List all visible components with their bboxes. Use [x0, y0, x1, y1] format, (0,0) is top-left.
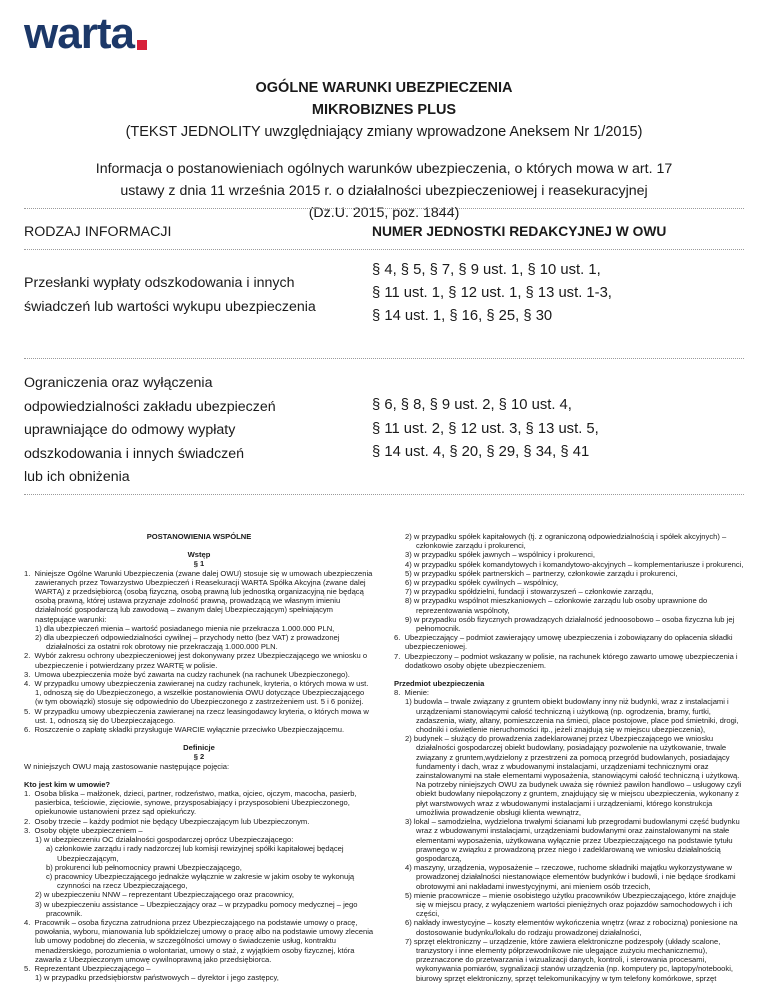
list-item: 1) w przypadku przedsiębiorstw państwowych – dyrektor i jego zastępcy,: [35, 973, 279, 983]
table-row1-right: [372, 259, 744, 328]
list-item: 3. Umowa ubezpieczenia może być zawarta na cudzy rachunek (na rachunek Ubezpieczonego).: [24, 669, 350, 679]
cell-line: odszkodowania i innych świadczeń: [24, 445, 245, 462]
list-item: 3. Osoby objęte ubezpieczeniem –: [24, 825, 143, 835]
table-row2-left: [24, 372, 354, 490]
doc-title-line2: MIKROBIZNES PLUS: [311, 102, 457, 118]
list-item: 1) w ubezpieczeniu OC działalności gospodarczej oprócz Ubezpieczającego:: [35, 835, 294, 845]
paragraph-number: § 2: [193, 752, 205, 762]
list-item: 3) w ubezpieczeniu assistance – Ubezpieczający oraz – w przypadku pomocy medycznej – jego pracownik.: [35, 899, 358, 918]
cell-line: Ograniczenia oraz wyłączenia: [24, 375, 213, 391]
list-item: 3) lokal – samodzielna, wydzielona trwałymi ścianami lub przegrodami budowlanymi część budynku wraz z wbudowanymi instalacjami, urządzeniami budowlanymi oraz zainstalowanymi na stałe elementami wyposażenia, użytkowana wyłącznie przez Ubezpieczającego na podstawie tytułu prawnego w związku z prowadzoną przez niego i zadeklarowaną we wniosku działalnością gospodarczą,: [405, 817, 740, 863]
list-item: 8. Mienie:: [394, 688, 430, 698]
cell-line: § 14 ust. 1, § 16, § 25, § 30: [372, 308, 553, 324]
doc-title-line1: OGÓLNE WARUNKI UBEZPIECZENIA: [255, 80, 513, 96]
right-column: [394, 532, 744, 983]
list-item: 5. Reprezentant Ubezpieczającego –: [24, 963, 151, 973]
list-item: 2) w przypadku spółek kapitałowych (tj. z ograniczoną odpowiedzialnością i spółek akcyjnych) – członkowie zarządu i prokurenci,: [405, 532, 727, 551]
table-row1-left: [24, 271, 354, 319]
list-item: 7. Ubezpieczony – podmiot wskazany w polisie, na rachunek którego zawarto umowę ubezpieczenia i dodatkowo osoby objęte ubezpieczeniem.: [394, 651, 738, 670]
section-heading: POSTANOWIENIA WSPÓLNE: [146, 532, 252, 541]
paragraph-number: § 1: [193, 559, 205, 569]
list-item: c) pracownicy Ubezpieczającego jednakże wyłącznie w zakresie w jakim osoby te wykonują czynności na rzecz Ubezpieczającego,: [46, 871, 355, 891]
subheading: Przedmiot ubezpieczenia: [394, 679, 485, 689]
divider: [24, 494, 744, 495]
list-item: 2. Osoby trzecie – każdy podmiot nie będący Ubezpieczającym lub Ubezpieczonym.: [24, 816, 310, 826]
intro-line: (Dz.U. 2015, poz. 1844): [308, 205, 460, 221]
list-item: 5. W przypadku umowy ubezpieczenia zawieranej na rzecz leasingodawcy kryteria, o których mowa w ust. 1, odnoszą się do Ubezpieczającego.: [24, 706, 369, 725]
table-header-right: NUMER JEDNOSTKI REDAKCYJNEJ W OWU: [372, 224, 667, 239]
list-item: 6) w przypadku spółek cywilnych – wspólnicy,: [405, 578, 559, 588]
list-item: 7) sprzęt elektroniczny – urządzenie, które zawiera elektroniczne podzespoły (układy scalone, tranzystory i inne elementy półprzewodnikowe nie ulegające zużyciu mechanicznemu), przeznaczone do przetwarzania i wizualizacji danych, kontroli, i sterowania procesami, wykonywania pomiarów, sygnalizacji stanów urządzenia (np. komputery pc, laptopy/notebooki, biurowy sprzęt elektroniczny, sprzęt telekomunikacyjny w tym telefony komórkowe, sprzęt: [405, 936, 733, 983]
intro-line: Informacja o postanowieniach ogólnych warunków ubezpieczenia, o których mowa w art. 17: [95, 161, 673, 177]
list-item: 9) w przypadku osób fizycznych prowadzących działalność jednoosobowo – osoba fizyczna lub jej pełnomocnik.: [405, 614, 735, 634]
list-item: 4. W przypadku umowy ubezpieczenia zawieranej na cudzy rachunek, kryteria, o których mowa w ust. 1, odnoszą się do Ubezpieczonego, a wszelkie postanowienia OWU dotyczące Ubezpieczającego (w tym obowiązki) stosuje się odpowiednio do Ubezpieczonego z zastrzeżeniem ust. 5 i 6 poniżej.: [24, 679, 369, 707]
list-item: 1) dla ubezpieczeń mienia – wartość posiadanego mienia nie przekracza 1.000.000 PLN,: [35, 623, 335, 633]
cell-line: § 11 ust. 1, § 12 ust. 1, § 13 ust. 1-3,: [372, 285, 612, 301]
list-item: 2) w ubezpieczeniu NNW – reprezentant Ubezpieczającego oraz pracownicy,: [35, 890, 295, 900]
left-column: [24, 532, 374, 982]
divider: [24, 249, 744, 250]
list-item: 6) nakłady inwestycyjne – koszty elementów wykończenia wnętrz (wraz z robocizną) poniesione na dostosowanie budynku/lokalu do rodzaju prowadzonej działalności,: [405, 918, 738, 937]
table-row2-right: [372, 394, 744, 465]
cell-line: uprawniające do odmowy wypłaty: [24, 422, 236, 438]
list-item: 4. Pracownik – osoba fizyczna zatrudniona przez Ubezpieczającego na podstawie umowy o pracę, powołania, wyboru, mianowania lub spółdzielczej umowy o pracę albo na podstawie umowy zlecenia lub umowy podobnej do zlecenia, w szczególności umowy o świadczenie usług, kontraktu menadżerskiego, porozumienia o wolontariat, umowy o staż, z wyjątkiem osoby fizycznej, która zawarła z Ubezpieczonym umowę cywilnoprawną jako przedsiębiorca.: [24, 917, 374, 964]
list-item: 8) w przypadku wspólnot mieszkaniowych – członkowie zarządu lub osoby uprawnione do reprezentowania wspólnoty,: [405, 596, 708, 615]
list-item: 1. Osoba bliska – małżonek, dzieci, partner, rodzeństwo, matka, ojciec, ojczym, macocha, pasierb, pasierbica, teściowie, zięciowie, synowe, przysposabiający i przysposobieni Ubezpieczonego, opiekunowie ustanowieni przez sąd opiekuńczy.: [24, 789, 357, 817]
list-item: 5) mienie pracownicze – mienie osobistego użytku pracowników Ubezpieczającego, które znajduje się w miejscu pracy, z wyłączeniem wartości pieniężnych oraz pojazdów samochodowych i ich części,: [405, 890, 736, 919]
cell-line: odpowiedzialności zakładu ubezpieczeń: [24, 398, 276, 415]
subheading: Kto jest kim w umowie?: [24, 779, 111, 789]
cell-line: § 14 ust. 4, § 20, § 29, § 34, § 41: [372, 444, 590, 460]
list-item: 1. Niniejsze Ogólne Warunki Ubezpieczenia (zwane dalej OWU) stosuje się w umowach ubezpieczenia zawieranych przez Towarzystwo Ubezpieczeń i Reasekuracji WARTA Spółka Akcyjna (zwane dalej WARTĄ) z przedsiębiorcą (osobą fizyczną, osobą prawną lub jednostką organizacyjną nie będącą osobą prawną, której ustawa przyznaje zdolność prawną, prowadzącą we własnym imieniu działalność gospodarczą lub zawodową – zwanym dalej Ubezpieczającym) spełniającym następujące warunki:: [24, 568, 373, 624]
logo-text: warta: [24, 9, 134, 58]
subheading: Definicje: [183, 743, 215, 753]
cell-line: § 4, § 5, § 7, § 9 ust. 1, § 10 ust. 1,: [372, 262, 601, 278]
list-item: 7) w przypadku spółdzielni, fundacji i stowarzyszeń – członkowie zarządu,: [405, 587, 654, 597]
cell-line: lub ich obniżenia: [24, 469, 130, 485]
list-item: b) prokurenci lub pełnomocnicy prawni Ubezpieczającego,: [46, 862, 242, 872]
logo-dot-icon: [137, 40, 147, 50]
cell-line: Przesłanki wypłaty odszkodowania i innych: [24, 275, 295, 291]
cell-line: świadczeń lub wartości wykupu ubezpieczenia: [24, 299, 316, 315]
list-item: 1) budowla – trwale związany z gruntem obiekt budowlany inny niż budynki, wraz z instalacjami i urządzeniami stanowiącymi całość techniczną i użytkową (np. ogrodzenia, bramy, furtki, zadaszenia, wiaty, altany, pomieszczenia na śmieci, place postojowe, place pod śmietniki, drogi, chodniki i oświetlenie nieruchomości itp., jeżeli znajdują się w miejscu ubezpieczenia),: [405, 697, 739, 735]
warta-logo: [24, 9, 147, 58]
paragraph: W niniejszych OWU mają zastosowanie następujące pojęcia:: [24, 761, 230, 771]
list-item: a) członkowie zarządu i rady nadzorczej lub komisji rewizyjnej spółki kapitałowej będącej Ubezpieczającym,: [46, 844, 344, 863]
list-item: 6. Ubezpieczający – podmiot zawierający umowę ubezpieczenia i zobowiązany do opłacenia składki ubezpieczeniowej.: [394, 633, 733, 652]
intro-paragraph: [40, 158, 728, 224]
list-item: 2) budynek – służący do prowadzenia zadeklarowanej przez Ubezpieczającego we wniosku działalności gospodarczej obiekt budowlany, posiadający pozwolenie na użytkowanie, trwale związany z gruntem,wydzielony z przestrzeni za pomocą przegród budowlanych, posiadający fundamenty i dach, wraz z wbudowanymi instalacjami, urządzeniami technicznymi oraz zainstalowanymi na stałe elementami wyposażenia, stanowiącymi całość techniczną i użytkową. Na potrzeby niniejszych OWU za budynek uważa się również pawilon handlowo – usługowy czyli obiekt budowlany niepołączony z gruntem, znajdujący się w miejscu ubezpieczenia, wykonany z płyt warstwowych wraz z wbudowanymi instalacjami i urządzeniami, którego konstrukcja umożliwia prowadzenie obsługi klienta wewnątrz,: [405, 734, 742, 817]
subheading: Wstęp: [187, 550, 211, 560]
divider: [24, 358, 744, 359]
list-item: 2) dla ubezpieczeń odpowiedzialności cywilnej – przychody netto (bez VAT) z prowadzonej działalności za ostatni rok obrotowy nie przekraczają 1.000.000 PLN.: [35, 633, 340, 652]
cell-line: § 11 ust. 2, § 12 ust. 3, § 13 ust. 5,: [372, 420, 599, 437]
divider: [24, 208, 744, 209]
list-item: 2. Wybór zakresu ochrony ubezpieczeniowej jest dokonywany przez Ubezpieczającego we wniosku o ubezpieczenie i potwierdzany przez WARTĘ w polisie.: [24, 651, 368, 670]
cell-line: § 6, § 8, § 9 ust. 2, § 10 ust. 4,: [372, 397, 572, 413]
list-item: 4) w przypadku spółek komandytowych i komandytowo-akcyjnych – komplementariusze i prokurenci,: [405, 559, 744, 569]
list-item: 4) maszyny, urządzenia, wyposażenie – rzeczowe, ruchome składniki majątku wykorzystywane w prowadzonej działalności niestanowiące elementów budynków i budowli, i nie będące środkami obrotowymi ani nakładami inwestycyjnymi, ani mieniem osób trzecich,: [405, 863, 736, 891]
doc-title-line3: (TEKST JEDNOLITY uwzględniający zmiany wprowadzone Aneksem Nr 1/2015): [125, 124, 643, 140]
list-item: 6. Roszczenie o zapłatę składki przysługuje WARCIE wyłącznie przeciwko Ubezpieczającemu.: [24, 725, 345, 735]
list-item: 5) w przypadku spółek partnerskich – partnerzy, członkowie zarządu i prokurenci,: [405, 568, 678, 578]
list-item: 3) w przypadku spółek jawnych – wspólnicy i prokurenci,: [405, 550, 595, 560]
intro-line: ustawy z dnia 11 września 2015 r. o działalności ubezpieczeniowej i reasekuracyjnej: [120, 183, 648, 199]
table-header-left: RODZAJ INFORMACJI: [24, 224, 172, 240]
